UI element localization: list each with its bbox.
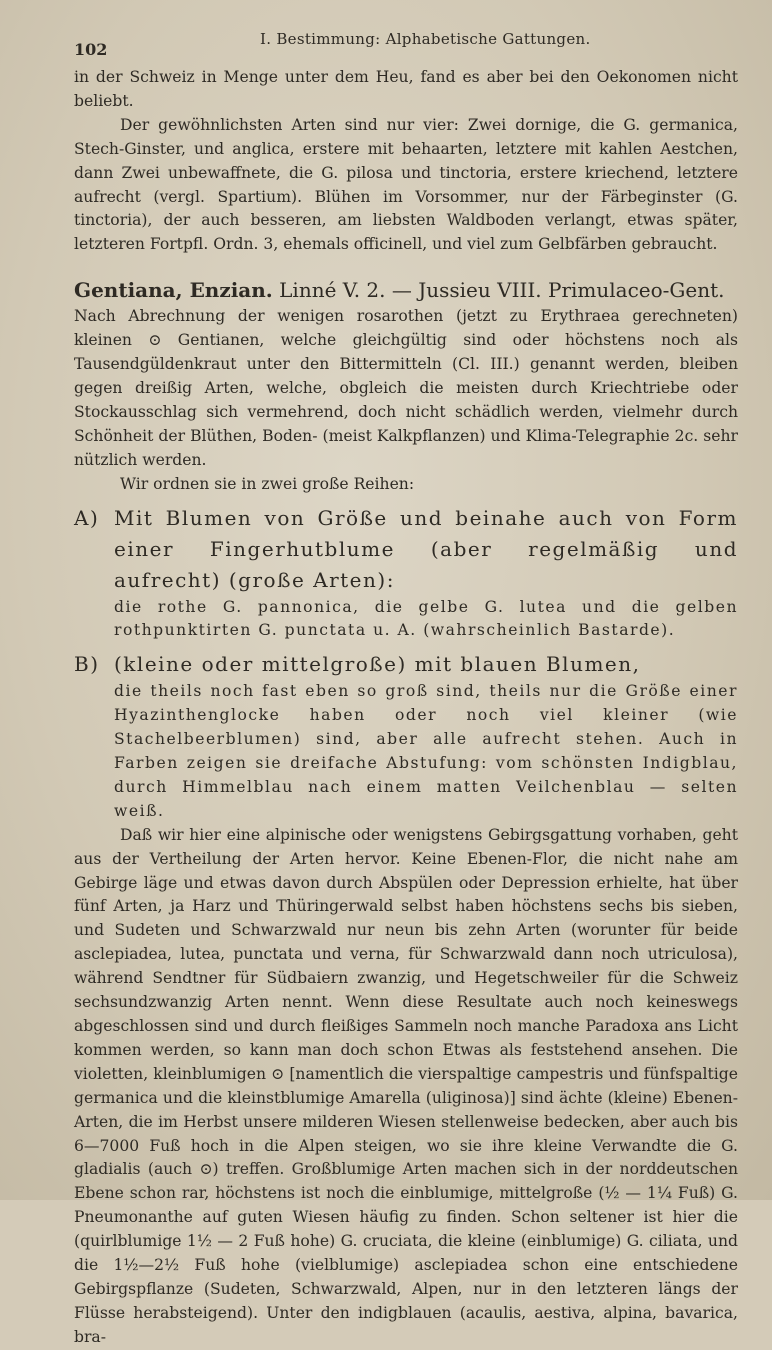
paragraph-genista: Der gewöhnlichsten Arten sind nur vier: Zwei dornige, die G. germanica, Stech-Ginster, und anglica, erstere mit behaarten, letztere mit kahlen Aestchen, dann Zwei unbewaffnete, die G. pilosa und tinctoria, erstere kriechend, letztere aufrecht (vergl. Spartium). Blühen im Vorsommer, nur der Färbeginster (G. tinctoria), der auch besseren, am liebsten Waldboden verlangt, etwas später, letzteren Fortpfl. Ordn. 3, ehemals officinell, und viel zum Gelbfärben gebraucht.: [74, 115, 738, 254]
paragraph-intro: in der Schweiz in Menge unter dem Heu, fand es aber bei den Oekonomen nicht beliebt.: [74, 68, 738, 110]
series-b-text: die theils noch fast eben so groß sind, theils nur die Größe einer Hyazinthenglocke haben oder noch viel kleiner (wie Stachelbeerblumen) sind, aber alle aufrecht stehen. Auch in Farben zeigen sie dreifache Abstufung: vom schönsten Indigblau, durch Himmelblau nach einem matten Veilchenblau — selten weiß.: [114, 682, 738, 820]
series-a-title: Mit Blumen von Größe und beinahe auch von Form einer Fingerhutblume (aber regelmäßig und aufrecht) (große Arten):: [114, 505, 738, 592]
genus-name: Gentiana, Enzian.: [74, 278, 273, 303]
series-b-label: B): [74, 652, 100, 677]
genus-heading: [74, 275, 738, 305]
running-header: [74, 26, 738, 59]
paragraph-gentiana: Nach Abrechnung der wenigen rosarothen (jetzt zu Erythraea gerechneten) kleinen ⊙ Gentianen, welche gleichgültig sind oder höchstens noch als Tausendgüldenkraut unter den Bittermitteln (Cl. III.) genannt werden, bleiben gegen dreißig Arten, welche, obgleich die meisten durch Kriechtriebe oder Stockausschlag sich vermehrend, doch nicht schädlich werden, vielmehr durch Schönheit der Blüthen, Boden- (meist Kalkpflanzen) und Klima-Telegraphie 2c. sehr nützlich werden.: [74, 307, 738, 469]
paragraph-reihen: Wir ordnen sie in zwei große Reihen:: [120, 474, 415, 493]
page-number: 102: [74, 40, 108, 59]
series-b-title: (kleine oder mittelgroße) mit blauen Blumen,: [114, 652, 641, 677]
paragraph-alpin: Daß wir hier eine alpinische oder wenigstens Gebirgsgattung vorhaben, geht aus der Vertheilung der Arten hervor. Keine Ebenen-Flor, die nicht nahe am Gebirge läge und etwas davon durch Abspülen oder Depression erhielte, hat über fünf Arten, ja Harz und Thüringerwald selbst haben höchstens sechs bis sieben, und Sudeten und Schwarzwald nur neun bis zehn Arten (worunter für beide asclepiadea, lutea, punctata und verna, für Schwarzwald dann noch utriculosa), während Sendtner für Südbaiern zwanzig, und Hegetschweiler für die Schweiz sechsundzwanzig Arten nennt. Wenn diese Resultate auch noch keineswegs abgeschlossen sind und durch fleißiges Sammeln noch manche Paradoxa ans Licht kommen werden, so kann man doch schon Etwas als feststehend ansehen. Die violetten, kleinblumigen ⊙ [namentlich die vierspaltige campestris und fünfspaltige germanica und die kleinstblumige Amarella (uliginosa)] sind ächte (kleine) Ebenen-Arten, die im Herbst unsere milderen Wiesen stellenweise bedecken, aber auch bis 6—7000 Fuß hoch in die Alpen steigen, wo sie ihre kleine Verwandte die G. gladialis (auch ⊙) treffen. Großblumige Arten machen sich in der norddeutschen Ebene schon rar, höchstens ist noch die einblumige, mittelgroße (½ — 1¼ Fuß) G. Pneumonanthe auf guten Wiesen häufig zu finden. Schon seltener ist hier die (quirlblumige 1½ — 2 Fuß hohe) G. cruciata, die kleine (einblumige) G. ciliata, und die 1½—2½ Fuß hohe (vielblumige) asclepiadea schon eine entschiedene Gebirgspflanze (Sudeten, Schwarzwald, Alpen, nur in den letzteren längs der Flüsse herabsteigend). Unter den indigblauen (acaulis, aestiva, alpina, bavarica, bra-: [74, 825, 738, 1346]
series-a-text: die rothe G. pannonica, die gelbe G. lutea und die gelben rothpunktirten G. punctata u. A. (wahrscheinlich Bastarde).: [114, 597, 738, 640]
series-a: [74, 503, 738, 644]
series-b: [74, 649, 738, 823]
genus-classification: Linné V. 2. — Jussieu VIII. Primulaceo-Gent.: [279, 278, 725, 303]
running-title: I. Bestimmung: Alphabetische Gattungen.: [260, 30, 591, 48]
page-body: [74, 66, 738, 1350]
series-a-label: A): [74, 505, 100, 530]
